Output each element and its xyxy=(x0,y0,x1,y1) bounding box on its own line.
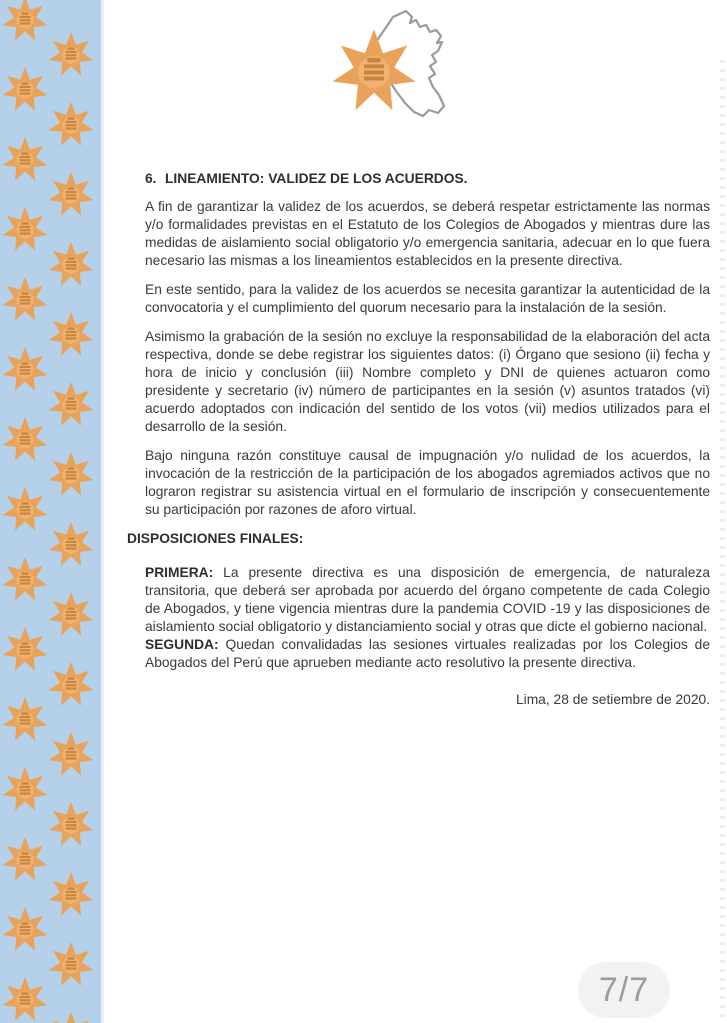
segunda-text: Quedan convalidadas las sesiones virtuales realizadas por los Colegios de Abogados del Perú que aprueben mediante acto resolutivo la presente directiva. xyxy=(145,637,710,670)
page-edge-artifact xyxy=(720,60,725,1023)
page-indicator-pill xyxy=(578,962,670,1018)
paragraph-segunda xyxy=(145,636,710,672)
final-dispositions xyxy=(127,564,710,672)
logo-graphic xyxy=(325,4,465,130)
page-indicator-label: 7/7 xyxy=(598,970,650,1009)
paragraph: A fin de garantizar la validez de los acuerdos, se deberá respetar estrictamente las normas y/o formalidades previstas en el Estatuto de los Colegios de Abogados y mientras dure las medidas de aislamiento social obligatorio y/o emergencia sanitaria, adecuar en lo que fuera necesario las mismas a los lineamientos establecidos en la presente directiva. xyxy=(145,199,710,268)
finales-heading: DISPOSICIONES FINALES: xyxy=(127,531,304,546)
dateline: Lima, 28 de setiembre de 2020. xyxy=(515,692,710,707)
left-border-band xyxy=(0,0,101,1023)
sidebar-edge-line xyxy=(101,0,104,1023)
star-emblem-icon xyxy=(333,29,416,110)
paragraph: Bajo ninguna razón constituye causal de impugnación y/o nulidad de los acuerdos, la invocación de la restricción de la participación de los abogados agremiados activos que no lograron registrar su asistencia virtual en el formulario de inscripción y consecuentemente su participación por razones de aforo virtual. xyxy=(145,448,710,517)
section-number: 6. xyxy=(145,171,157,186)
star-pattern-sidebar xyxy=(0,0,101,1023)
paragraph: En este sentido, para la validez de los acuerdos se necesita garantizar la autenticidad de la convocatoria y el cumplimiento del quorum necesario para la instalación de la sesión. xyxy=(145,282,710,315)
paragraph: Asimismo la grabación de la sesión no excluye la responsabilidad de la elaboración del acta respectiva, donde se debe registrar los siguientes datos: (i) Órgano que sesiono (ii) fecha y hora de inicio y conclusión (iii) Nombre completo y DNI de quienes actuaron como presidente y secretario (iv) número de participantes en la sesión (v) asuntos tratados (vi) acuerdo adoptados con indicación del sentido de los votos (vii) medios utilizados para el desarrollo de la sesión. xyxy=(145,329,710,434)
section-heading xyxy=(145,170,710,188)
section-title: LINEAMIENTO: VALIDEZ DE LOS ACUERDOS. xyxy=(165,171,468,186)
primera-label: PRIMERA: xyxy=(145,565,214,580)
paragraph-primera xyxy=(145,564,710,636)
primera-text: La presente directiva es una disposición de emergencia, de naturaleza transitoria, que deberá ser aprobada por acuerdo del órgano competente de cada Colegio de Abogados, y tiene vigencia mientras dure la pandemia COVID -19 y las disposiciones de aislamiento social obligatorio y distanciamiento social y otras que dicte el gobierno nacional. xyxy=(145,565,710,634)
segunda-label: SEGUNDA: xyxy=(145,637,219,652)
header-logo xyxy=(325,4,465,130)
document-content xyxy=(127,170,710,709)
